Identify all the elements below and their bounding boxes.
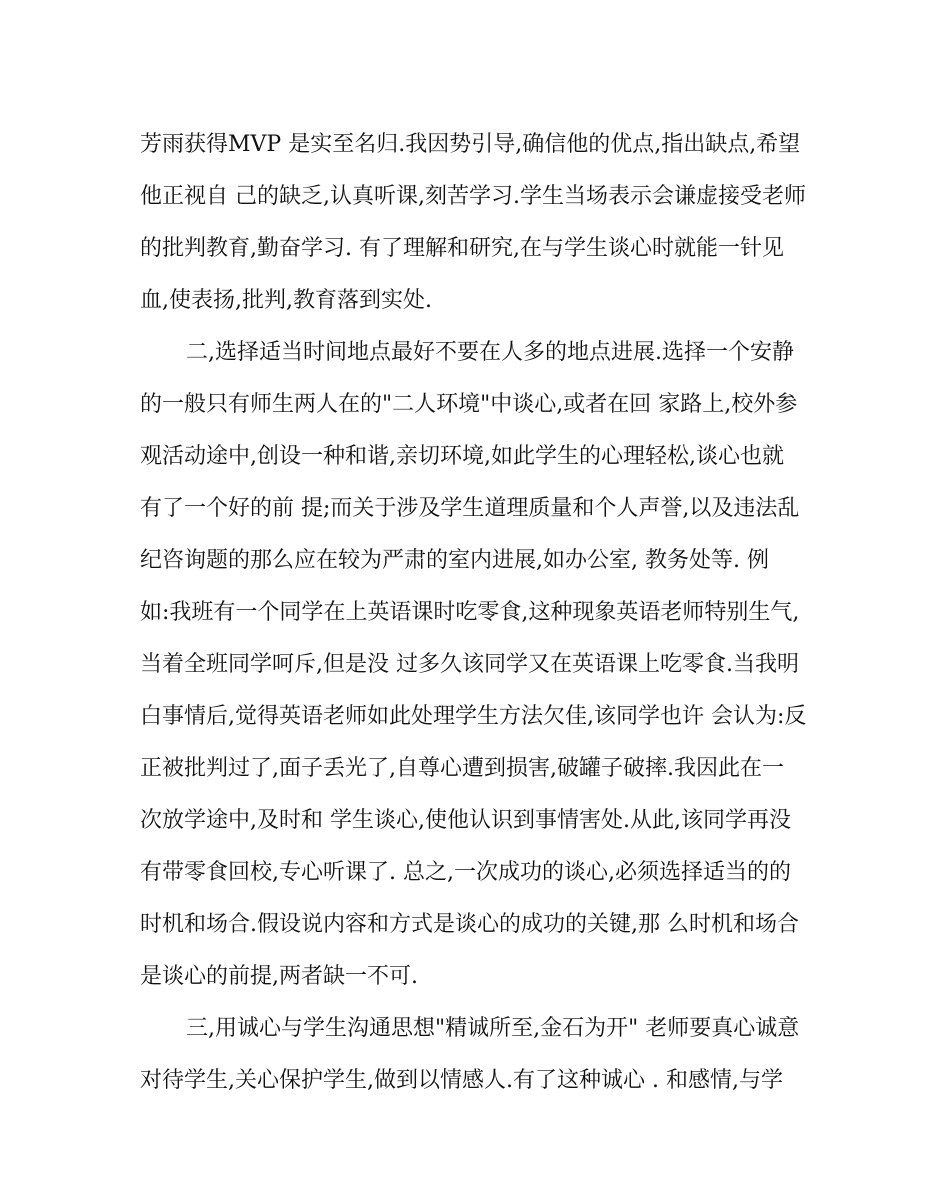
- paragraph-2-line-2: 的一般只有师生两人在的"二人环境"中谈心,或者在回 家路上,校外参: [140, 392, 798, 417]
- paragraph-3-line-2: 对待学生,关心保护学生,做到以情感人.有了这种诚心 . 和感情,与学: [140, 1068, 783, 1093]
- paragraph-1-line-4: 血,使表扬,批判,教育落到实处.: [140, 288, 432, 313]
- paragraph-1-line-1: 芳雨获得MVP 是实至名归.我因势引导,确信他的优点,指出缺点,希望: [140, 132, 801, 157]
- paragraph-2-line-4: 有了一个好的前 提;而关于涉及学生道理质量和个人声誉,以及违法乱: [140, 496, 800, 521]
- paragraph-1-line-3: 的批判教育,勤奋学习. 有了理解和研究,在与学生谈心时就能一针见: [140, 236, 784, 261]
- paragraph-2-line-11: 有带零食回校,专心听课了. 总之,一次成功的谈心,必须选择适当的的: [140, 860, 791, 885]
- paragraph-2-line-13: 是谈心的前提,两者缺一不可.: [140, 964, 418, 989]
- paragraph-2-line-9: 正被批判过了,面子丢光了,自尊心遭到损害,破罐子破摔.我因此在一: [140, 756, 784, 781]
- paragraph-2-line-3: 观活动途中,创设一种和谐,亲切环境,如此学生的心理轻松,谈心也就: [140, 444, 784, 469]
- paragraph-2-line-7: 当着全班同学呵斥,但是没 过多久该同学又在英语课上吃零食.当我明: [140, 652, 799, 677]
- paragraph-2-line-8: 白事情后,觉得英语老师如此处理学生方法欠佳,该同学也许 会认为:反: [140, 704, 807, 729]
- paragraph-2-line-6: 如:我班有一个同学在上英语课时吃零食,这种现象英语老师特别生气,: [140, 600, 800, 625]
- paragraph-2-line-10: 次放学途中,及时和 学生谈心,使他认识到事情害处.从此,该同学再没: [140, 808, 791, 833]
- paragraph-3-line-1: 三,用诚心与学生沟通思想"精诚所至,金石为开" 老师要真心诚意: [186, 1016, 800, 1041]
- paragraph-2-line-1: 二,选择适当时间地点最好不要在人多的地点进展.选择一个安静: [186, 340, 794, 365]
- paragraph-1-line-2: 他正视自 己的缺乏,认真听课,刻苦学习.学生当场表示会谦虚接受老师: [140, 184, 806, 209]
- paragraph-2-line-5: 纪咨询题的那么应在较为严肃的室内进展,如办公室, 教务处等. 例: [140, 548, 769, 573]
- paragraph-2-line-12: 时机和场合.假设说内容和方式是谈心的成功的关键,那 么时机和场合: [140, 912, 799, 937]
